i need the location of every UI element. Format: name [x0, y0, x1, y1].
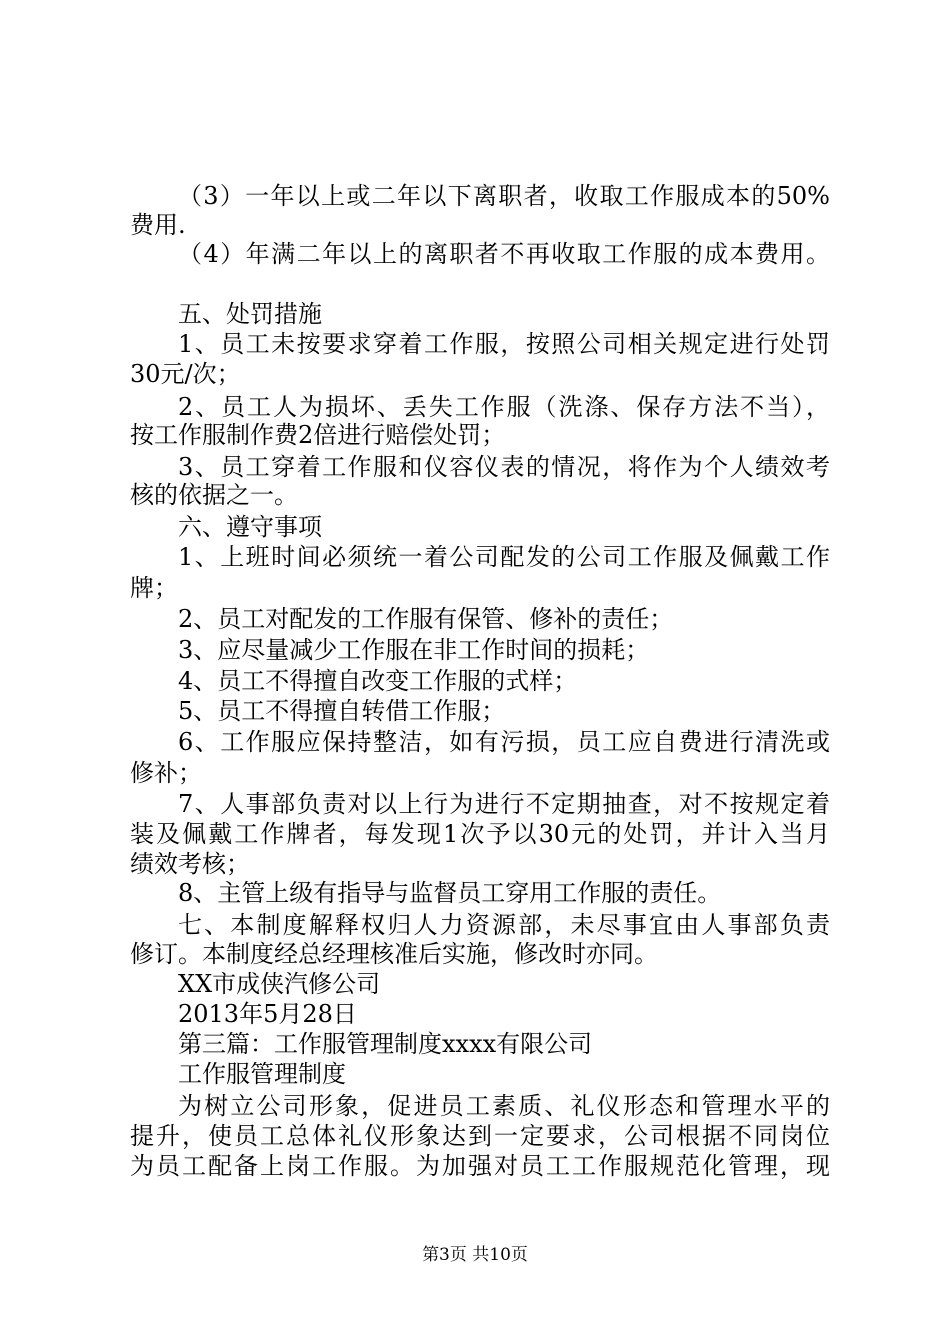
paragraph-line: 7、人事部负责对以上行为进行不定期抽查，对不按规定着 — [178, 790, 830, 818]
paragraph-line: 七、本制度解释权归人力资源部，未尽事宜由人事部负责 — [178, 911, 830, 939]
paragraph-line: 3、员工穿着工作服和仪容仪表的情况，将作为个人绩效考 — [178, 453, 830, 481]
paragraph-line: 4、员工不得擅自改变工作服的式样； — [178, 667, 578, 695]
section-heading: 五、处罚措施 — [178, 300, 322, 328]
paragraph-line: 3、应尽量减少工作服在非工作时间的损耗； — [178, 636, 650, 664]
paragraph-line: 8、主管上级有指导与监督员工穿用工作服的责任。 — [178, 879, 722, 907]
section-heading: 六、遵守事项 — [178, 513, 322, 541]
document-title: 工作服管理制度 — [178, 1060, 346, 1088]
paragraph-line: 5、员工不得擅自转借工作服； — [178, 697, 506, 725]
paragraph-line: （3）一年以上或二年以下离职者，收取工作服成本的50% — [178, 182, 830, 210]
paragraph-line: 提升，使员工总体礼仪形象达到一定要求，公司根据不同岗位 — [130, 1122, 830, 1150]
paragraph-line: 2、员工对配发的工作服有保管、修补的责任； — [178, 605, 674, 633]
paragraph-line: 1、员工未按要求穿着工作服，按照公司相关规定进行处罚 — [178, 330, 830, 358]
paragraph-line: 装及佩戴工作牌者，每发现1次予以30元的处罚，并计入当月 — [130, 820, 830, 848]
paragraph-line: 按工作服制作费2倍进行赔偿处罚； — [130, 421, 506, 449]
paragraph-line: 牌； — [130, 574, 178, 602]
paragraph-line: 1、上班时间必须统一着公司配发的公司工作服及佩戴工作 — [178, 543, 830, 571]
paragraph-line: 核的依据之一。 — [130, 481, 298, 509]
page-footer: 第3页 共10页 — [422, 1245, 528, 1265]
paragraph-line: 为员工配备上岗工作服。为加强对员工工作服规范化管理，现 — [130, 1152, 830, 1180]
paragraph-line: 6、工作服应保持整洁，如有污损，员工应自费进行清洗或 — [178, 728, 830, 756]
chapter-title: 第三篇：工作服管理制度xxxx有限公司 — [178, 1030, 593, 1058]
paragraph-line: 30元/次； — [130, 360, 241, 388]
paragraph-line: 费用. — [130, 211, 186, 239]
paragraph-line: 绩效考核； — [130, 850, 250, 878]
paragraph-line: 修补； — [130, 759, 202, 787]
company-name: XX市成侠汽修公司 — [178, 970, 381, 998]
paragraph-line: 为树立公司形象，促进员工素质、礼仪形态和管理水平的 — [178, 1092, 830, 1120]
paragraph-line: 修订。本制度经总经理核准后实施，修改时亦同。 — [130, 940, 658, 968]
document-date: 2013年5月28日 — [178, 1000, 357, 1028]
paragraph-line: 2、员工人为损坏、丢失工作服（洗涤、保存方法不当）， — [178, 393, 830, 421]
paragraph-line: （4）年满二年以上的离职者不再收取工作服的成本费用。 — [178, 240, 830, 268]
